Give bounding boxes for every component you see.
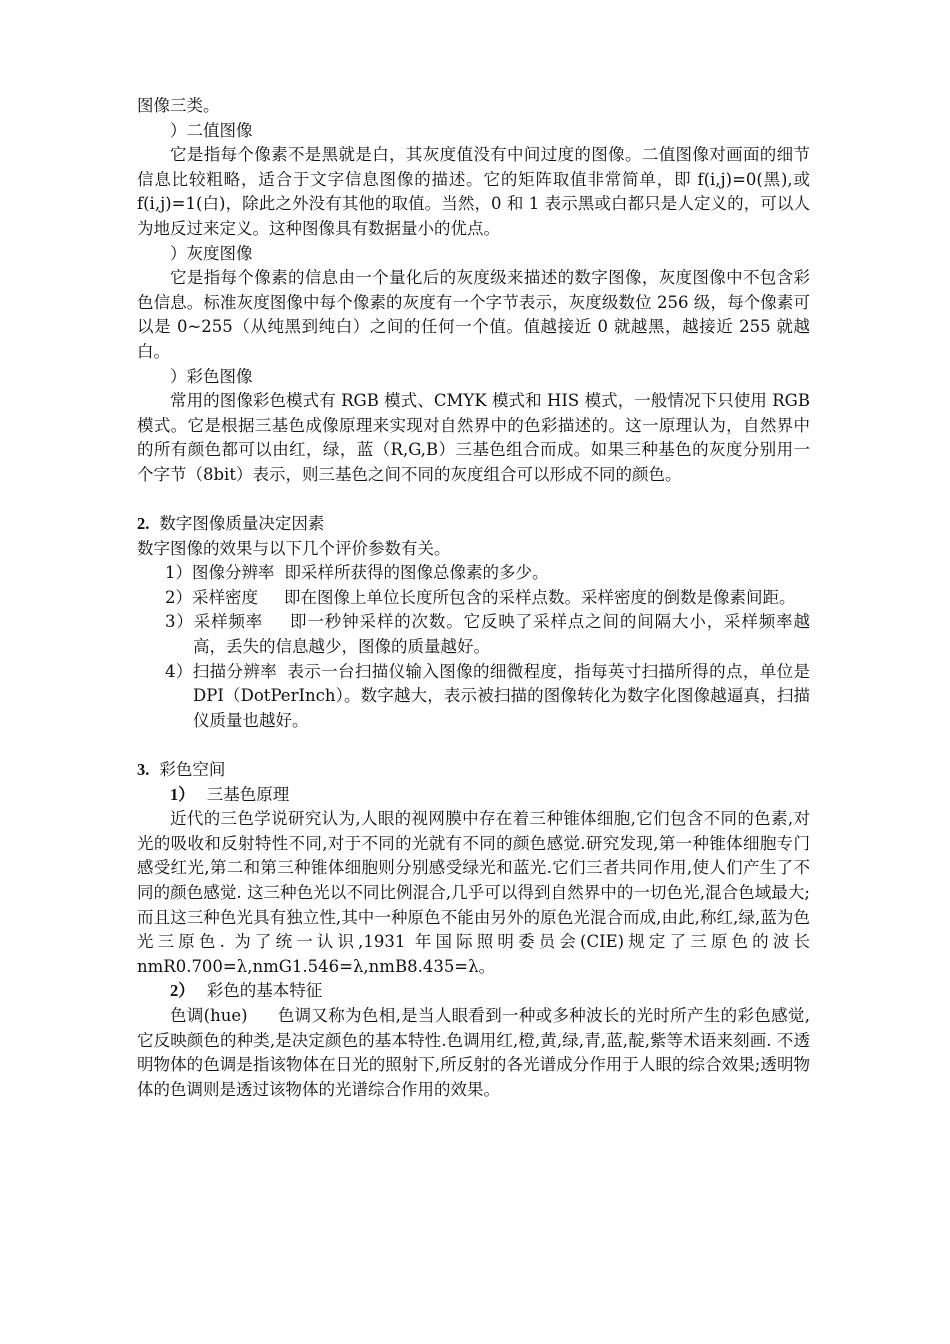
gray-image-heading: ）灰度图像	[170, 243, 253, 263]
document-body	[137, 94, 810, 1102]
subsection-3-1-heading	[170, 783, 810, 808]
trichromatic-paragraph: 近代的三色学说研究认为,人眼的视网膜中存在着三种锥体细胞,它们包含不同的色素,对光的吸收和反射特性不同,对于不同的光就有不同的颜色感觉.研究发现,第一种锥体细胞专门感受红光,第二和第三种锥体细胞则分别感受绿光和蓝光.它们三者共同作用,使人们产生了不同的颜色感觉. 这三种色光以不同比例混合,几乎可以得到自然界中的一切色光,混合色域最大;而且这三种色光具有独立性,其中一种原色不能由另外的原色光混合而成,由此,称红,绿,蓝为色光三原色. 为了统一认识,1931 年国际照明委员会(CIE)规定了三原色的波长 nmR0.700=λ,nmG1.546=λ,nmB8.435=λ。	[137, 809, 810, 976]
section-3-number: 3.	[137, 760, 150, 780]
list-item-label: 2）采样密度	[165, 587, 258, 607]
intro-tail-text: 图像三类。	[137, 96, 220, 115]
list-item	[137, 610, 810, 659]
subsection-3-2-title: 彩色的基本特征	[206, 981, 323, 1001]
list-item	[137, 561, 810, 586]
hue-term: 色调(hue)	[170, 1005, 248, 1025]
list-item	[137, 586, 810, 611]
binary-image-heading: ）二值图像	[170, 120, 253, 140]
list-item-label: 4）扫描分辨率	[165, 661, 278, 681]
list-item-text: 表示一台扫描仪输入图像的细微程度，指每英寸扫描所得的点，单位是 DPI（DotPerInch）。数字越大，表示被扫描的图像转化为数字化图像越逼真，扫描仪质量也越好。	[193, 661, 810, 730]
list-item-label: 1）图像分辨率	[165, 563, 275, 583]
section-2-number: 2.	[137, 514, 150, 534]
hue-description: 色调又称为色相,是当人眼看到一种或多种波长的光时所产生的彩色感觉,它反映颜色的种类,是决定颜色的基本特性.色调用红,橙,黄,绿,青,蓝,靛,紫等术语来刻画. 不透明物体的色调是指该物体在日光的照射下,所反射的各光谱成分作用于人眼的综合效果;透明物体的色调则是透过该物体的光谱综合作用的效果。	[137, 1005, 810, 1099]
subsection-3-1-number: 1）	[170, 784, 195, 804]
color-image-heading: ）彩色图像	[170, 366, 253, 386]
gray-image-paragraph: 它是指每个像素的信息由一个量化后的灰度级来描述的数字图像，灰度图像中不包含彩色信息。标准灰度图像中每个像素的灰度有一个字节表示，灰度级数位 256 级，每个像素可以是 0~255（从纯黑到纯白）之间的任何一个值。值越接近 0 就越黑，越接近 255 就越白。	[137, 268, 810, 361]
section-spacer	[137, 733, 810, 758]
section-2-title: 数字图像质量决定因素	[159, 514, 325, 534]
section-3-heading	[137, 758, 810, 783]
binary-image-paragraph: 它是指每个像素不是黑就是白，其灰度值没有中间过度的图像。二值图像对画面的细节信息比较粗略，适合于文字信息图像的描述。它的矩阵取值非常简单，即 f(i,j)=0(黑),或 f(i,j)=1(白)，除此之外没有其他的取值。当然，0 和 1 表示黑或白都只是人定义的，可以人为地反过来定义。这种图像具有数据量小的优点。	[137, 145, 810, 238]
subsection-3-1-title: 三基色原理	[206, 784, 290, 804]
list-item-text: 即采样所获得的图像总像素的多少。	[284, 563, 549, 583]
list-item	[137, 660, 810, 734]
list-item-text: 即在图像上单位长度所包含的采样点数。采样密度的倒数是像素间距。	[284, 587, 796, 607]
section-spacer	[137, 488, 810, 513]
subsection-3-2-number: 2）	[170, 981, 195, 1001]
color-image-paragraph: 常用的图像彩色模式有 RGB 模式、CMYK 模式和 HIS 模式，一般情况下只使用 RGB 模式。它是根据三基色成像原理来实现对自然界中的色彩描述的。这一原理认为，自然界中的所有颜色都可以由红，绿，蓝（R,G,B）三基色组合而成。如果三种基色的灰度分别用一个字节（8bit）表示，则三基色之间不同的灰度组合可以形成不同的颜色。	[137, 391, 810, 484]
section-3-title: 彩色空间	[159, 760, 226, 780]
list-item-text: 即一秒钟采样的次数。它反映了采样点之间的间隔大小，采样频率越高，丢失的信息越少，图像的质量越好。	[193, 612, 811, 657]
section-2-lead: 数字图像的效果与以下几个评价参数有关。	[137, 538, 451, 558]
section-2-heading	[137, 512, 810, 537]
list-item-label: 3）采样频率	[165, 612, 264, 632]
subsection-3-2-heading	[170, 979, 810, 1004]
hue-paragraph	[137, 1004, 810, 1102]
